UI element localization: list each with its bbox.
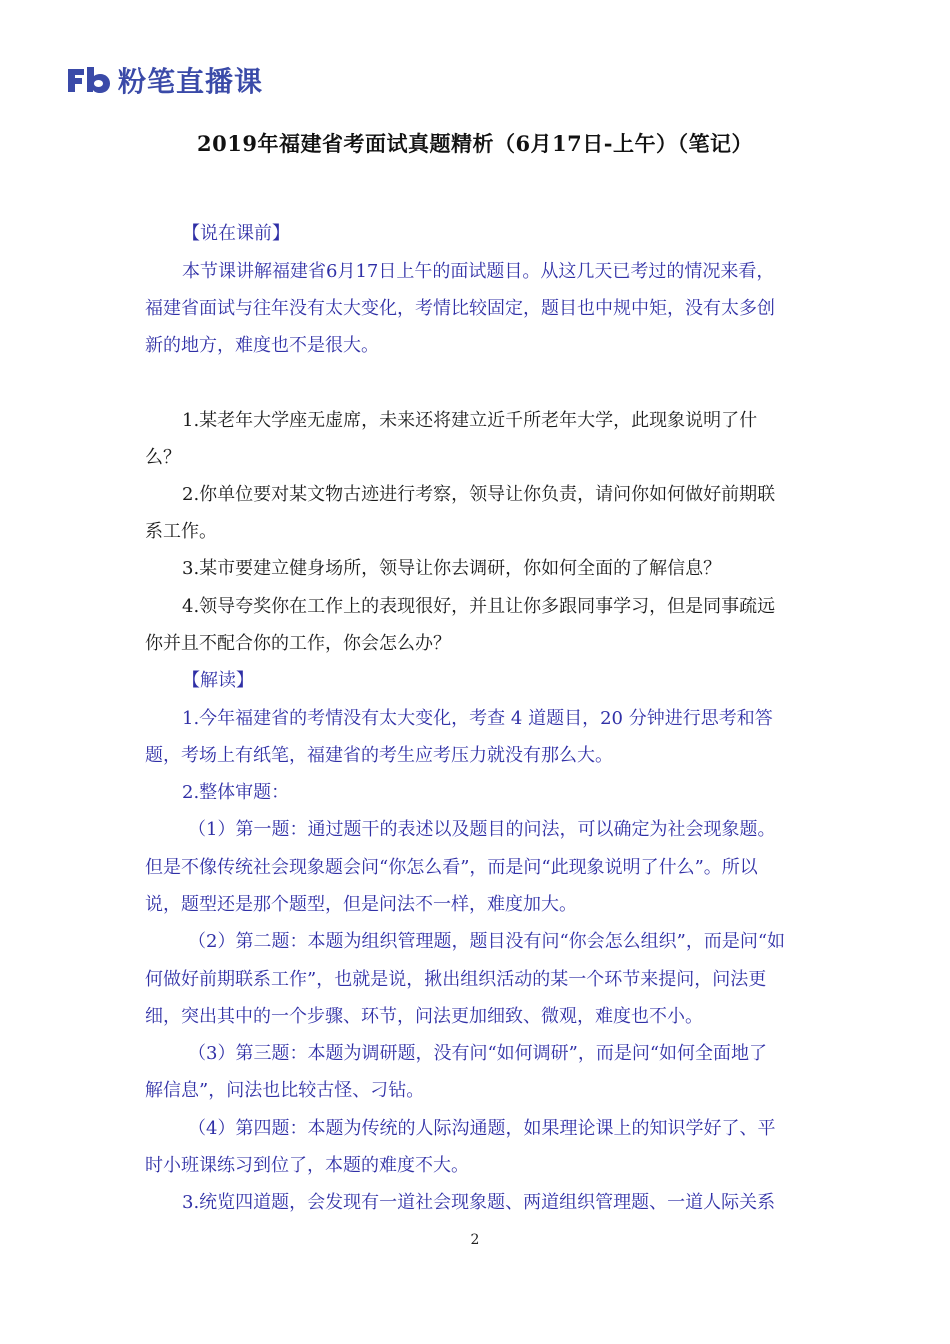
question-line: 1.某老年大学座无虚席，未来还将建立近千所老年大学，此现象说明了什 bbox=[182, 410, 758, 431]
question-line: 你并且不配合你的工作，你会怎么办？ bbox=[145, 633, 451, 654]
analysis-line: 3.统览四道题，会发现有一道社会现象题、两道组织管理题、一道人际关系 bbox=[182, 1192, 776, 1213]
intro-line: 本节课讲解福建省6月17日上午的面试题目。从这几天已考过的情况来看， bbox=[182, 261, 775, 282]
logo-text: 粉笔直播课 bbox=[118, 65, 264, 98]
document-title: 2019年福建省考面试真题精析（6月17日-上午）（笔记） bbox=[197, 131, 753, 156]
brand-logo bbox=[66, 62, 263, 98]
question-line: 3.某市要建立健身场所，领导让你去调研，你如何全面的了解信息？ bbox=[182, 558, 722, 579]
analysis-line: （1）第一题：通过题干的表述以及题目的问法，可以确定为社会现象题。 bbox=[188, 819, 776, 840]
question-line: 2.你单位要对某文物古迹进行考察，领导让你负责，请问你如何做好前期联 bbox=[182, 484, 776, 505]
analysis-heading: 【解读】 bbox=[182, 670, 254, 691]
analysis-line: （4）第四题：本题为传统的人际沟通题，如果理论课上的知识学好了、平 bbox=[188, 1118, 776, 1139]
analysis-line: （3）第三题：本题为调研题，没有问“如何调研”，而是问“如何全面地了 bbox=[188, 1043, 768, 1064]
intro-line: 福建省面试与往年没有太大变化，考情比较固定，题目也中规中矩，没有太多创 bbox=[145, 298, 775, 319]
intro-line: 新的地方，难度也不是很大。 bbox=[145, 335, 379, 356]
analysis-line: 1.今年福建省的考情没有太大变化，考查 4 道题目，20 分钟进行思考和答 bbox=[182, 708, 773, 729]
question-line: 4.领导夸奖你在工作上的表现很好，并且让你多跟同事学习，但是同事疏远 bbox=[182, 596, 776, 617]
analysis-line: 题，考场上有纸笔，福建省的考生应考压力就没有那么大。 bbox=[145, 745, 613, 766]
analysis-line: 解信息”，问法也比较古怪、刁钻。 bbox=[145, 1080, 425, 1101]
analysis-line: 何做好前期联系工作”，也就是说，揪出组织活动的某一个环节来提问，问法更 bbox=[145, 969, 767, 990]
analysis-line: 2.整体审题： bbox=[182, 782, 290, 803]
analysis-line: 但是不像传统社会现象题会问“你怎么看”，而是问“此现象说明了什么”。所以 bbox=[145, 857, 758, 878]
analysis-line: 细，突出其中的一个步骤、环节，问法更加细致、微观，难度也不小。 bbox=[145, 1006, 703, 1027]
question-line: 么？ bbox=[145, 447, 181, 468]
fb-logo-icon bbox=[66, 65, 112, 95]
analysis-line: 时小班课练习到位了，本题的难度不大。 bbox=[145, 1155, 469, 1176]
page-number: 2 bbox=[470, 1232, 480, 1248]
question-line: 系工作。 bbox=[145, 521, 217, 542]
intro-heading: 【说在课前】 bbox=[182, 223, 290, 244]
analysis-line: （2）第二题：本题为组织管理题，题目没有问“你会怎么组织”，而是问“如 bbox=[188, 931, 786, 952]
analysis-line: 说，题型还是那个题型，但是问法不一样，难度加大。 bbox=[145, 894, 577, 915]
